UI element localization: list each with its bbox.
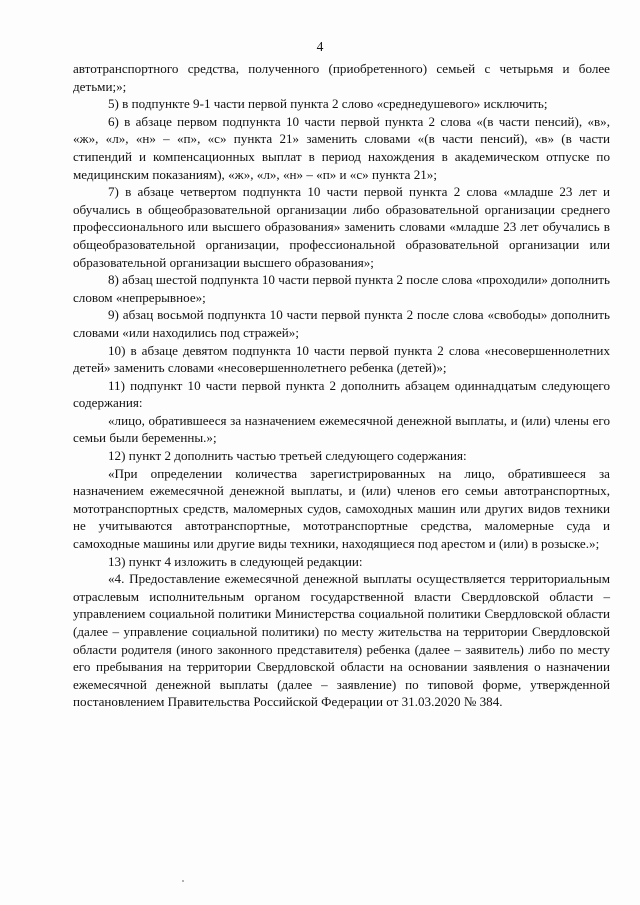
paragraph-quote-13: «4. Предоставление ежемесячной денежной выплаты осуществляется территориальным отраслевым исполнительным органом государственной власти Свердловской области – управлением социальной политики Министерства социальной политики Свердловской области (далее – управление социальной политики) по месту жительства на территории Свердловской области родителя (иного законного представителя) ребенка (далее – заявитель) либо по месту его пребывания на территории Свердловской области на основании заявления о назначении ежемесячной денежной выплаты (далее – заявление) по типовой форме, утвержденной постановлением Правительства Российской Федерации от 31.03.2020 № 384. bbox=[73, 571, 610, 710]
paragraph-item-12: 12) пункт 2 дополнить частью третьей следующего содержания: bbox=[108, 448, 467, 464]
document-body bbox=[73, 60, 610, 711]
scan-speck bbox=[182, 880, 184, 882]
paragraph-item-7: 7) в абзаце четвертом подпункта 10 части первой пункта 2 слова «младше 23 лет и обучались в общеобразовательной организации либо образовательной организации среднего профессионального или высшего образования» заменить словами «младше 23 лет обучались в общеобразовательной организации, профессиональной образовательной организации или образовательной организации высшего образования»; bbox=[73, 184, 610, 270]
paragraph-item-6: 6) в абзаце первом подпункта 10 части первой пункта 2 слова «(в части пенсий), «в», «ж», «л», «н» – «п», «с» пункта 21» заменить словами «(в части пенсий), «в» (в части стипендий и компенсационных выплат в период нахождения в академическом отпуске по медицинским показаниям), «ж», «л», «н» – «п» и «с» пункта 21»; bbox=[73, 113, 610, 182]
paragraph-quote-11: «лицо, обратившееся за назначением ежемесячной денежной выплаты, и (или) члены его семьи были беременны.»; bbox=[73, 412, 610, 446]
paragraph-item-10: 10) в абзаце девятом подпункта 10 части первой пункта 2 слова «несовершеннолетних детей» заменить словами «несовершеннолетнего ребенка (детей)»; bbox=[73, 342, 610, 376]
paragraph-item-5: 5) в подпункте 9-1 части первой пункта 2 слово «среднедушевого» исключить; bbox=[108, 96, 548, 112]
page-number: 4 bbox=[316, 39, 324, 54]
paragraph-item-11: 11) подпункт 10 части первой пункта 2 дополнить абзацем одиннадцатым следующего содержания: bbox=[73, 377, 610, 411]
paragraph-continuation: автотранспортного средства, полученного (приобретенного) семьей с четырьмя и более детьми;»; bbox=[73, 61, 610, 94]
paragraph-item-9: 9) абзац восьмой подпункта 10 части первой пункта 2 после слова «свободы» дополнить словами «или находились под стражей»; bbox=[73, 307, 610, 340]
paragraph-item-8: 8) абзац шестой подпункта 10 части первой пункта 2 после слова «проходили» дополнить словом «непрерывное»; bbox=[73, 272, 610, 305]
paragraph-quote-12: «При определении количества зарегистрированных на лицо, обратившееся за назначением ежемесячной денежной выплаты, и (или) членов его семьи автотранспортных, мототранспортных средств, маломерных судов, самоходных машин или других видов техники не учитываются автотранспортные, мототранспортные средства, маломерные суда и самоходные машины или другие виды техники, находящиеся под арестом и (или) в розыске.»; bbox=[73, 465, 610, 552]
paragraph-item-13: 13) пункт 4 изложить в следующей редакции: bbox=[108, 553, 363, 569]
